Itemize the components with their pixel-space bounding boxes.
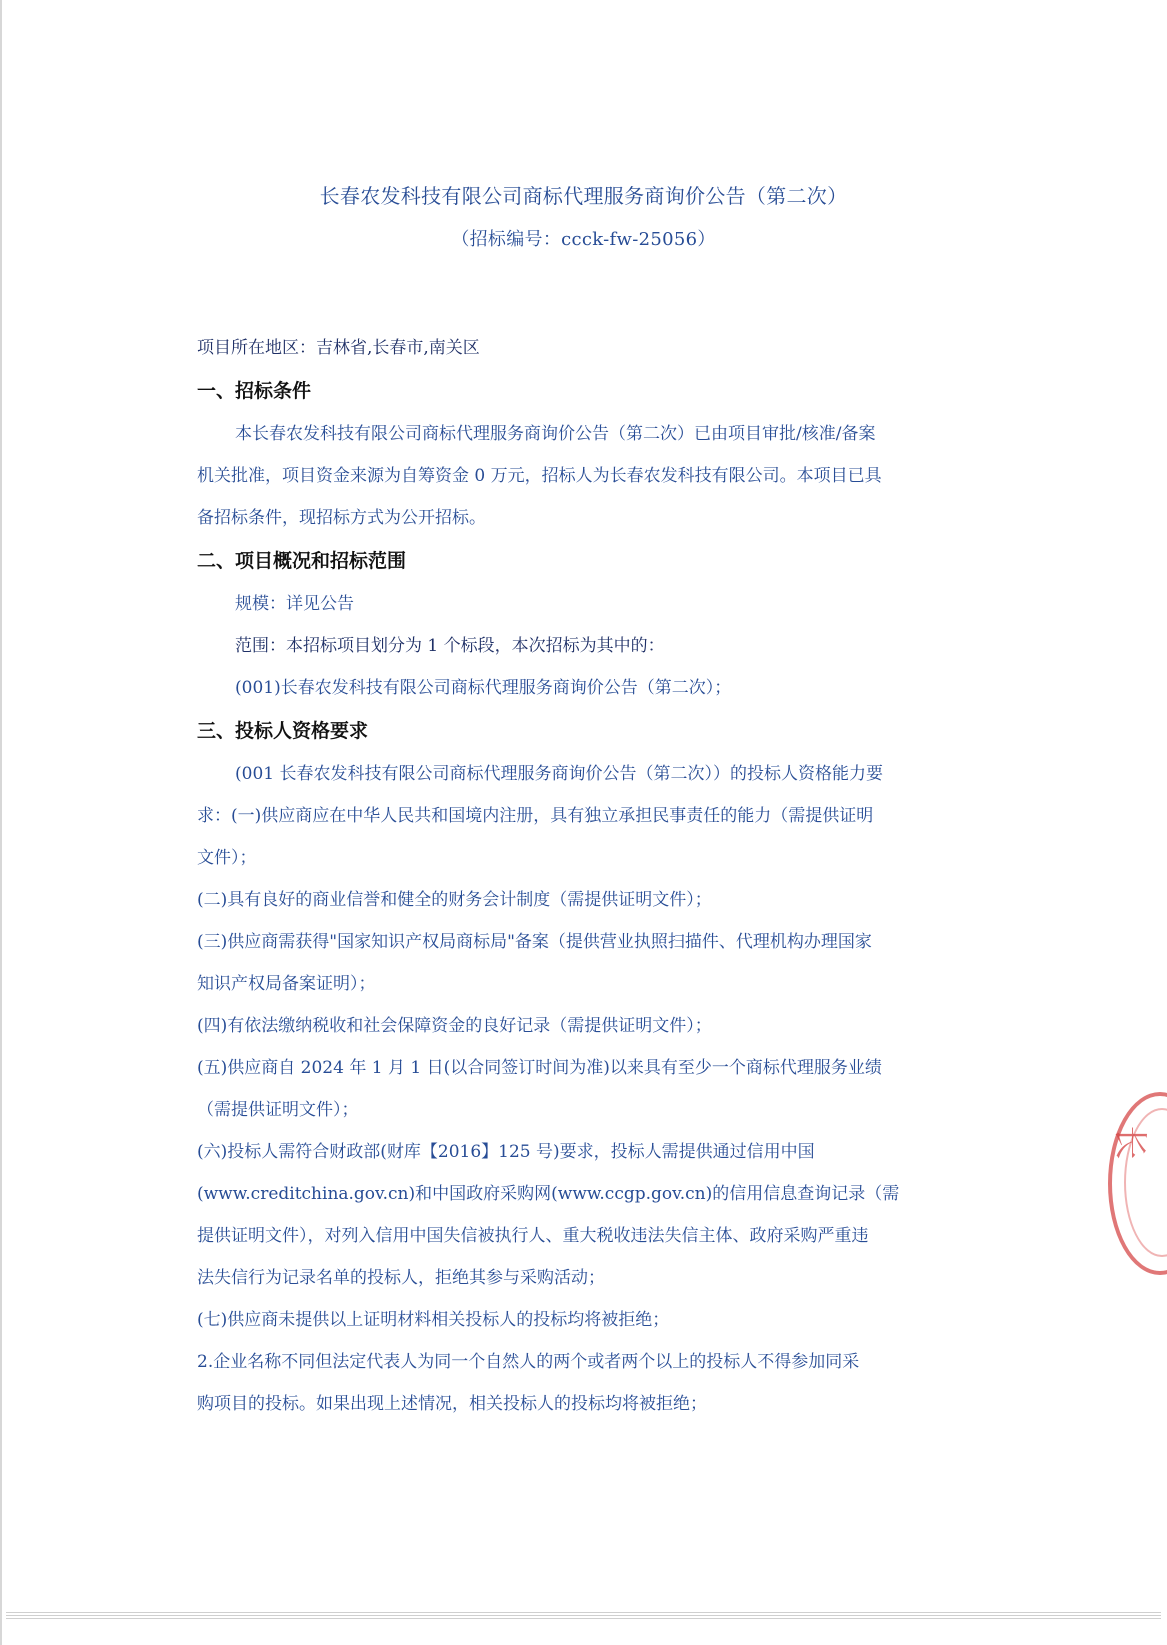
qualification-line-7: (四)有依法缴纳税收和社会保障资金的良好记录（需提供证明文件）；	[197, 1016, 712, 1036]
bottom-scan-line-2	[6, 1615, 1161, 1616]
qualification-line-9: （需提供证明文件）；	[197, 1100, 359, 1120]
section-heading-1: 一、招标条件	[197, 380, 312, 402]
bottom-scan-line-3	[6, 1618, 1161, 1619]
qualification-line-4: (二)具有良好的商业信誉和健全的财务会计制度（需提供证明文件）；	[197, 890, 712, 910]
section1-line-2: 机关批准，项目资金来源为自筹资金 0 万元，招标人为长春农发科技有限公司。本项目已具	[197, 466, 882, 486]
qualification-line-16: 购项目的投标。如果出现上述情况，相关投标人的投标均将被拒绝；	[197, 1394, 707, 1414]
qualification-line-11: (www.creditchina.gov.cn)和中国政府采购网(www.ccgp.gov.cn)的信用信息查询记录（需	[197, 1184, 900, 1204]
qualification-line-3: 文件）；	[197, 848, 257, 868]
scale-line: 规模：详见公告	[235, 594, 354, 614]
section1-line-3: 备招标条件，现招标方式为公开招标。	[197, 508, 486, 528]
qualification-line-8: (五)供应商自 2024 年 1 月 1 日(以合同签订时间为准)以来具有至少一个商标代理服务业绩	[197, 1058, 882, 1078]
section-heading-2: 二、项目概况和招标范围	[197, 550, 407, 572]
lot-line: (001)长春农发科技有限公司商标代理服务商询价公告（第二次）；	[235, 678, 732, 698]
tender-number: （招标编号：ccck-fw-25056）	[451, 229, 716, 250]
qualification-line-6: 知识产权局备案证明）；	[197, 974, 376, 994]
seal-text: 长	[1109, 1125, 1150, 1160]
qualification-line-13: 法失信行为记录名单的投标人，拒绝其参与采购活动；	[197, 1268, 605, 1288]
document-title: 长春农发科技有限公司商标代理服务商询价公告（第二次）	[319, 184, 848, 208]
qualification-line-15: 2.企业名称不同但法定代表人为同一个自然人的两个或者两个以上的投标人不得参加同采	[197, 1352, 860, 1372]
qualification-line-12: 提供证明文件），对列入信用中国失信被执行人、重大税收违法失信主体、政府采购严重违	[197, 1226, 869, 1246]
scope-line: 范围：本招标项目划分为 1 个标段，本次招标为其中的：	[235, 636, 665, 656]
document-body	[197, 327, 967, 1425]
qualification-line-1: (001 长春农发科技有限公司商标代理服务商询价公告（第二次））的投标人资格能力要	[235, 764, 883, 784]
qualification-line-5: (三)供应商需获得"国家知识产权局商标局"备案（提供营业执照扫描件、代理机构办理国家	[197, 932, 872, 952]
section-heading-3: 三、投标人资格要求	[197, 720, 369, 742]
bottom-scan-line-1	[6, 1612, 1161, 1613]
qualification-line-14: (七)供应商未提供以上证明材料相关投标人的投标均将被拒绝；	[197, 1310, 670, 1330]
qualification-line-10: (六)投标人需符合财政部(财库【2016】125 号)要求，投标人需提供通过信用中国	[197, 1142, 815, 1162]
project-location: 项目所在地区：吉林省,长春市,南关区	[197, 338, 480, 358]
section1-line-1: 本长春农发科技有限公司商标代理服务商询价公告（第二次）已由项目审批/核准/备案	[235, 424, 876, 444]
qualification-line-2: 求：(一)供应商应在中华人民共和国境内注册，具有独立承担民事责任的能力（需提供证明	[197, 806, 874, 826]
